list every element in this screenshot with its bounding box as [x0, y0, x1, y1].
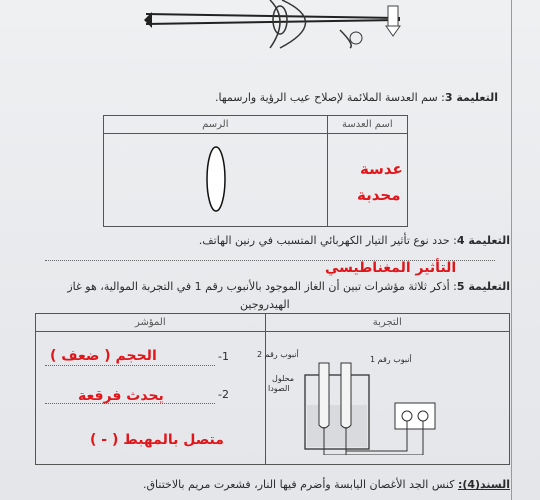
convex-lens-drawing	[201, 144, 231, 214]
q3-instruction	[215, 91, 498, 104]
electrolysis-apparatus-diagram	[295, 355, 495, 455]
q4-label: التعليمة 4	[456, 234, 510, 247]
q5-instruction-line2: الهيدروجين	[240, 298, 290, 311]
q4-instruction	[199, 234, 510, 247]
q3-name-cell	[327, 134, 407, 227]
q5-answer3: متصل بالمهبط ( - )	[90, 432, 224, 448]
q5-col-experiment: التجربة	[265, 314, 509, 332]
q4-answer: التأثير المغناطيسي	[325, 260, 457, 276]
q5-label: التعليمة 5	[456, 280, 510, 293]
support-line	[143, 478, 510, 491]
q5-answer-line1	[45, 365, 215, 366]
label-solution-l1: محلول	[272, 374, 295, 383]
q3-label: التعليمة 3	[444, 91, 498, 104]
q5-text-line1: : أذكر ثلاثة مؤشرات تبين أن الغاز الموجود بالأنبوب رقم 1 في التجربة الموالية، هو غاز	[67, 280, 457, 293]
label-tube1: أنبوب رقم 1	[370, 355, 412, 364]
eye-diagram	[130, 0, 420, 50]
q3-drawing-cell	[104, 134, 328, 227]
q5-answer2: يحدث فرقعة	[78, 388, 164, 404]
q3-text: : سم العدسة الملائمة لإصلاح عيب الرؤية وارسمها.	[215, 91, 445, 104]
q3-answer-line1: عدسة	[360, 160, 403, 178]
margin-line	[511, 0, 512, 500]
q3-col-name: اسم العدسة	[327, 116, 407, 134]
q5-answer1: الحجم ( ضعف )	[50, 348, 157, 364]
q3-answer-line2: محدبة	[357, 186, 401, 204]
q5-col-indicator: المؤشر	[36, 314, 266, 332]
q5-num2: -2	[218, 388, 229, 401]
q5-instruction-line1	[67, 280, 510, 293]
label-tube2: أنبوب رقم 2	[257, 350, 299, 359]
q5-num1: -1	[218, 350, 229, 363]
q4-text: : حدد نوع تأثير التيار الكهربائي المتسبب في رنين الهاتف.	[198, 234, 457, 247]
q3-col-drawing: الرسم	[104, 116, 328, 134]
support-text: كنس الجد الأغصان اليابسة وأضرم فيها النار، فشعرت مريم بالاختناق.	[143, 478, 455, 491]
support-label: السند(4):	[457, 478, 510, 491]
label-solution-l2: الصودا	[268, 384, 290, 393]
